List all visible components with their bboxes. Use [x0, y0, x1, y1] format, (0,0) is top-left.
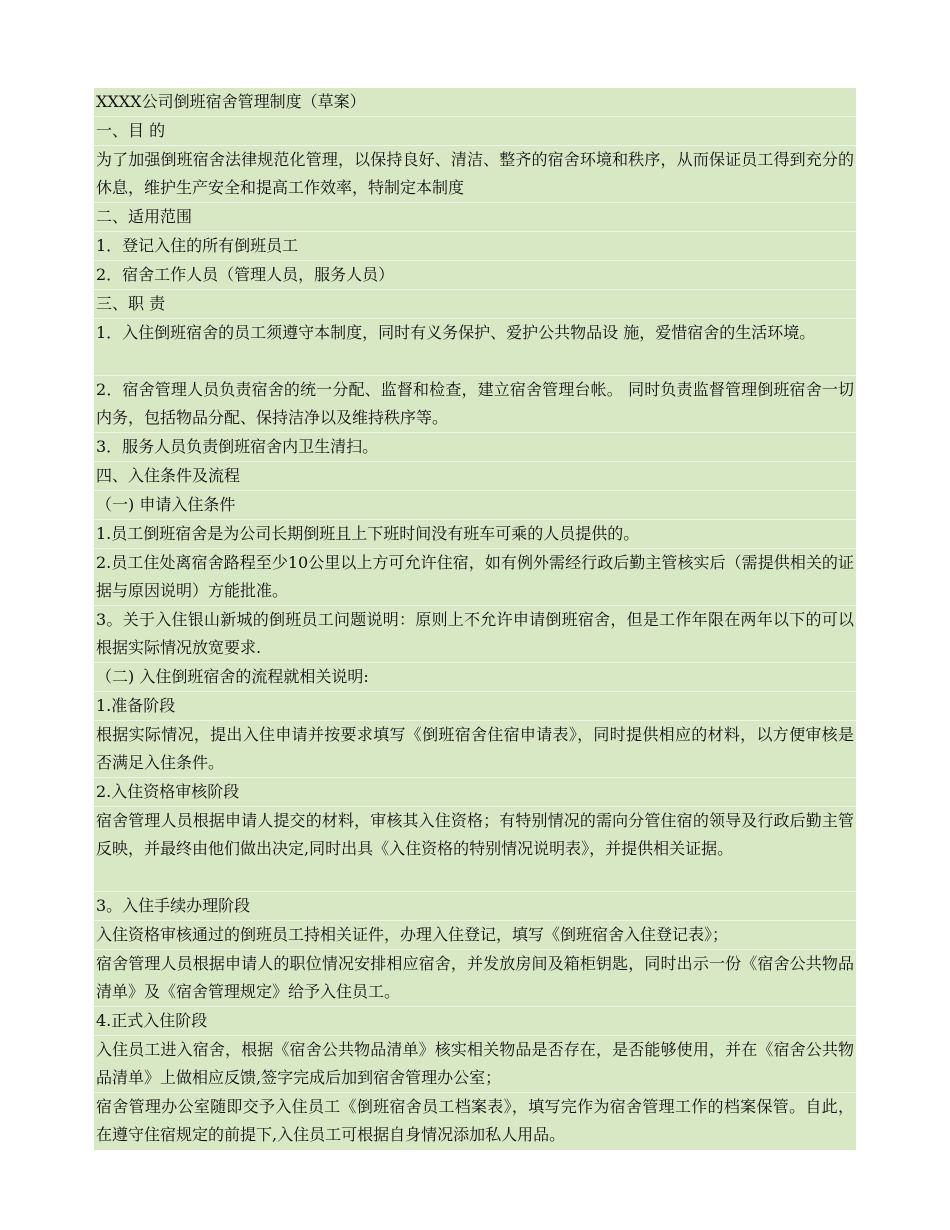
section-heading-scope: 二、适用范围 — [94, 203, 856, 232]
list-item: 2.员工住处离宿舍路程至少10公里以上方可允许住宿，如有例外需经行政后勤主管核实后（需提供相关的证据与原因说明）方能批准。 — [94, 549, 856, 606]
stage-heading: 2.入住资格审核阶段 — [94, 778, 856, 807]
list-item: 1．入住倒班宿舍的员工须遵守本制度，同时有义务保护、爱护公共物品设 施，爱惜宿舍的生活环境。 — [94, 319, 856, 376]
section-heading-purpose: 一、目 的 — [94, 117, 856, 146]
section-heading-conditions: 四、入住条件及流程 — [94, 462, 856, 491]
stage-heading: 1.准备阶段 — [94, 692, 856, 721]
paragraph: 入住员工进入宿舍，根据《宿舍公共物品清单》核实相关物品是否存在，是否能够使用，并在《宿舍公共物品清单》上做相应反馈,签字完成后加到宿舍管理办公室； — [94, 1036, 856, 1093]
list-item: 2．宿舍管理人员负责宿舍的统一分配、监督和检查，建立宿舍管理台帐。 同时负责监督管理倒班宿舍一切内务，包括物品分配、保持洁净以及维持秩序等。 — [94, 376, 856, 433]
paragraph: 入住资格审核通过的倒班员工持相关证件，办理入住登记，填写《倒班宿舍入住登记表》； — [94, 921, 856, 950]
subsection-heading: （一) 申请入住条件 — [94, 491, 856, 520]
paragraph: 宿舍管理人员根据申请人的职位情况安排相应宿舍，并发放房间及箱柜钥匙，同时出示一份《宿舍公共物品清单》及《宿舍管理规定》给予入住员工。 — [94, 950, 856, 1007]
paragraph: 宿舍管理人员根据申请人提交的材料，审核其入住资格；有特别情况的需向分管住宿的领导及行政后勤主管反映，并最终由他们做出决定,同时出具《入住资格的特别情况说明表》，并提供相关证据。 — [94, 807, 856, 892]
stage-heading: 3。入住手续办理阶段 — [94, 892, 856, 921]
document-title: XXXX公司倒班宿舍管理制度（草案） — [94, 88, 856, 117]
paragraph: 根据实际情况，提出入住申请并按要求填写《倒班宿舍住宿申请表》，同时提供相应的材料，以方便审核是否满足入住条件。 — [94, 721, 856, 778]
list-item: 1．登记入住的所有倒班员工 — [94, 232, 856, 261]
stage-heading: 4.正式入住阶段 — [94, 1007, 856, 1036]
list-item: 3．服务人员负责倒班宿舍内卫生清扫。 — [94, 433, 856, 462]
section-heading-duties: 三、职 责 — [94, 290, 856, 319]
subsection-heading: （二) 入住倒班宿舍的流程就相关说明: — [94, 663, 856, 692]
list-item: 1.员工倒班宿舍是为公司长期倒班且上下班时间没有班车可乘的人员提供的。 — [94, 520, 856, 549]
list-item: 2．宿舍工作人员（管理人员，服务人员） — [94, 261, 856, 290]
list-item: 3。关于入住银山新城的倒班员工问题说明：原则上不允许申请倒班宿舍，但是工作年限在两年以下的可以根据实际情况放宽要求. — [94, 606, 856, 663]
paragraph: 宿舍管理办公室随即交予入住员工《倒班宿舍员工档案表》，填写完作为宿舍管理工作的档案保管。自此，在遵守住宿规定的前提下,入住员工可根据自身情况添加私人用品。 — [96, 1097, 854, 1144]
document-body — [94, 88, 856, 1150]
paragraph: 为了加强倒班宿舍法律规范化管理，以保持良好、清洁、整齐的宿舍环境和秩序，从而保证员工得到充分的休息，维护生产安全和提高工作效率，特制定本制度 — [94, 146, 856, 203]
